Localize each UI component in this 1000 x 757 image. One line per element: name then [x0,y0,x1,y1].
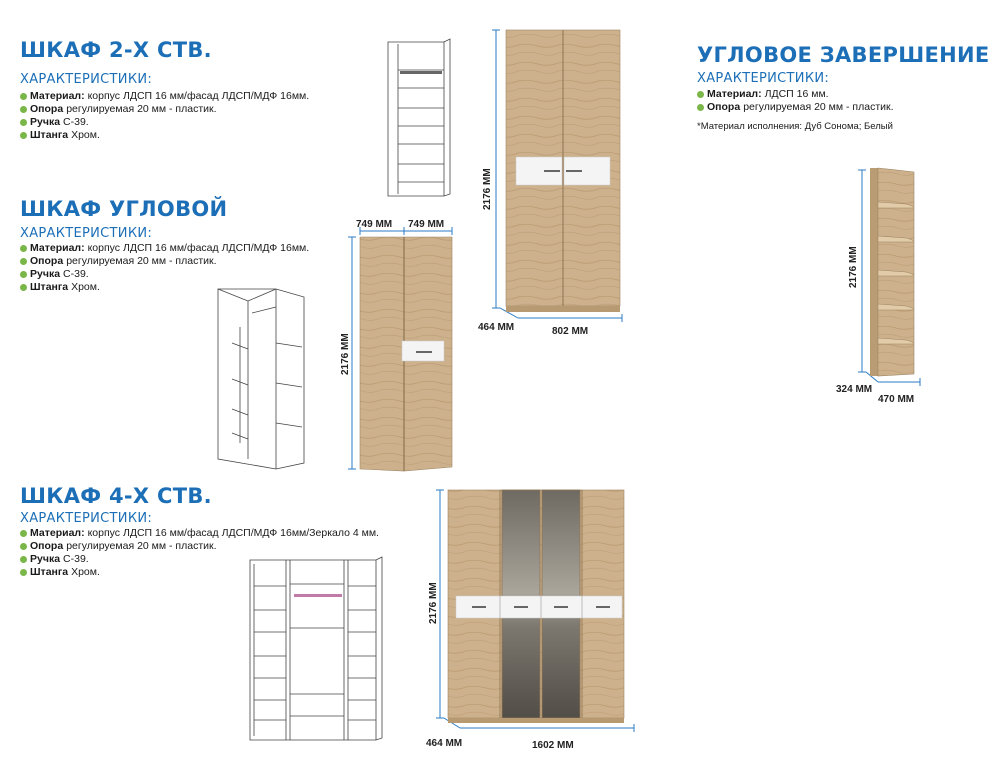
corner-end-unit-dimensions [836,160,936,405]
product-title-corner-end: УГЛОВОЕ ЗАВЕРШЕНИЕ [697,43,990,67]
spec-label: Опора [30,103,64,115]
spec-label: Материал: [30,90,85,102]
product-title-4-door: ШКАФ 4-Х СТВ. [20,484,212,508]
spec-label: Опора [707,101,741,113]
spec-value: регулируемая 20 мм - пластик. [743,101,894,113]
specs-heading-corner: ХАРАКТЕРИСТИКИ: [20,226,153,241]
bullet-icon [20,543,27,550]
bullet-icon [20,245,27,252]
spec-item [20,255,309,268]
dim-height: 2176 ММ [482,168,493,210]
spec-item [20,90,309,103]
spec-value: регулируемая 20 мм - пластик. [66,103,217,115]
spec-item [697,88,894,101]
dim-width: 1602 ММ [532,740,574,751]
spec-label: Штанга [30,566,69,578]
spec-label: Материал: [30,527,85,539]
spec-label: Материал: [30,242,85,254]
spec-value: регулируемая 20 мм - пластик. [66,255,217,267]
wardrobe-4-door-dimensions [426,484,641,756]
spec-item [20,527,379,540]
spec-item [20,129,309,142]
bullet-icon [20,284,27,291]
product-title-2-door: ШКАФ 2-Х СТВ. [20,38,212,62]
bullet-icon [20,106,27,113]
dim-width-left: 749 ММ [356,219,393,230]
spec-value: Хром. [71,129,100,141]
bullet-icon [697,91,704,98]
spec-item [20,242,309,255]
wardrobe-2-door-interior-drawing [386,38,454,198]
spec-value: регулируемая 20 мм - пластик. [66,540,217,552]
material-note: *Материал исполнения: Дуб Сонома; Белый [697,121,893,132]
spec-item [20,103,309,116]
corner-wardrobe-interior-drawing [212,283,308,473]
dim-height: 2176 ММ [428,582,439,624]
dim-depth: 324 ММ [836,384,873,395]
spec-value: Хром. [71,281,100,293]
bullet-icon [20,258,27,265]
spec-value: корпус ЛДСП 16 мм/фасад ЛДСП/МДФ 16мм/Зеркало 4 мм. [87,527,379,539]
bullet-icon [20,271,27,278]
dim-depth: 464 ММ [478,322,515,333]
spec-label: Ручка [30,553,61,565]
specs-heading-4-door: ХАРАКТЕРИСТИКИ: [20,511,153,526]
spec-value: С-39. [63,553,89,565]
spec-label: Опора [30,540,64,552]
bullet-icon [20,132,27,139]
specs-heading-2-door: ХАРАКТЕРИСТИКИ: [20,72,153,87]
spec-value: Хром. [71,566,100,578]
dim-height: 2176 ММ [848,246,859,288]
dim-width: 802 ММ [552,326,589,334]
wardrobe-4-door-interior-drawing [246,556,386,742]
wardrobe-2-door-dimensions [478,22,628,334]
dim-depth: 464 ММ [426,738,463,749]
spec-value: С-39. [63,116,89,128]
dim-width-right: 749 ММ [408,219,445,230]
spec-list-2-door [20,90,309,142]
bullet-icon [20,569,27,576]
spec-label: Ручка [30,268,61,280]
bullet-icon [20,93,27,100]
dim-width: 470 ММ [878,394,915,405]
spec-label: Штанга [30,281,69,293]
spec-item [20,540,379,553]
bullet-icon [20,556,27,563]
corner-wardrobe-dimensions [340,215,475,473]
spec-value: ЛДСП 16 мм. [764,88,829,100]
spec-item [697,101,894,114]
bullet-icon [20,530,27,537]
spec-label: Опора [30,255,64,267]
spec-value: корпус ЛДСП 16 мм/фасад ЛДСП/МДФ 16мм. [87,242,310,254]
spec-label: Ручка [30,116,61,128]
spec-list-corner-end [697,88,894,114]
spec-label: Материал: [707,88,762,100]
product-title-corner: ШКАФ УГЛОВОЙ [20,197,228,221]
spec-item [20,268,309,281]
spec-value: корпус ЛДСП 16 мм/фасад ЛДСП/МДФ 16мм. [87,90,310,102]
spec-label: Штанга [30,129,69,141]
spec-item [20,116,309,129]
spec-value: С-39. [63,268,89,280]
bullet-icon [20,119,27,126]
dim-height: 2176 ММ [340,333,351,375]
bullet-icon [697,104,704,111]
specs-heading-corner-end: ХАРАКТЕРИСТИКИ: [697,71,830,86]
